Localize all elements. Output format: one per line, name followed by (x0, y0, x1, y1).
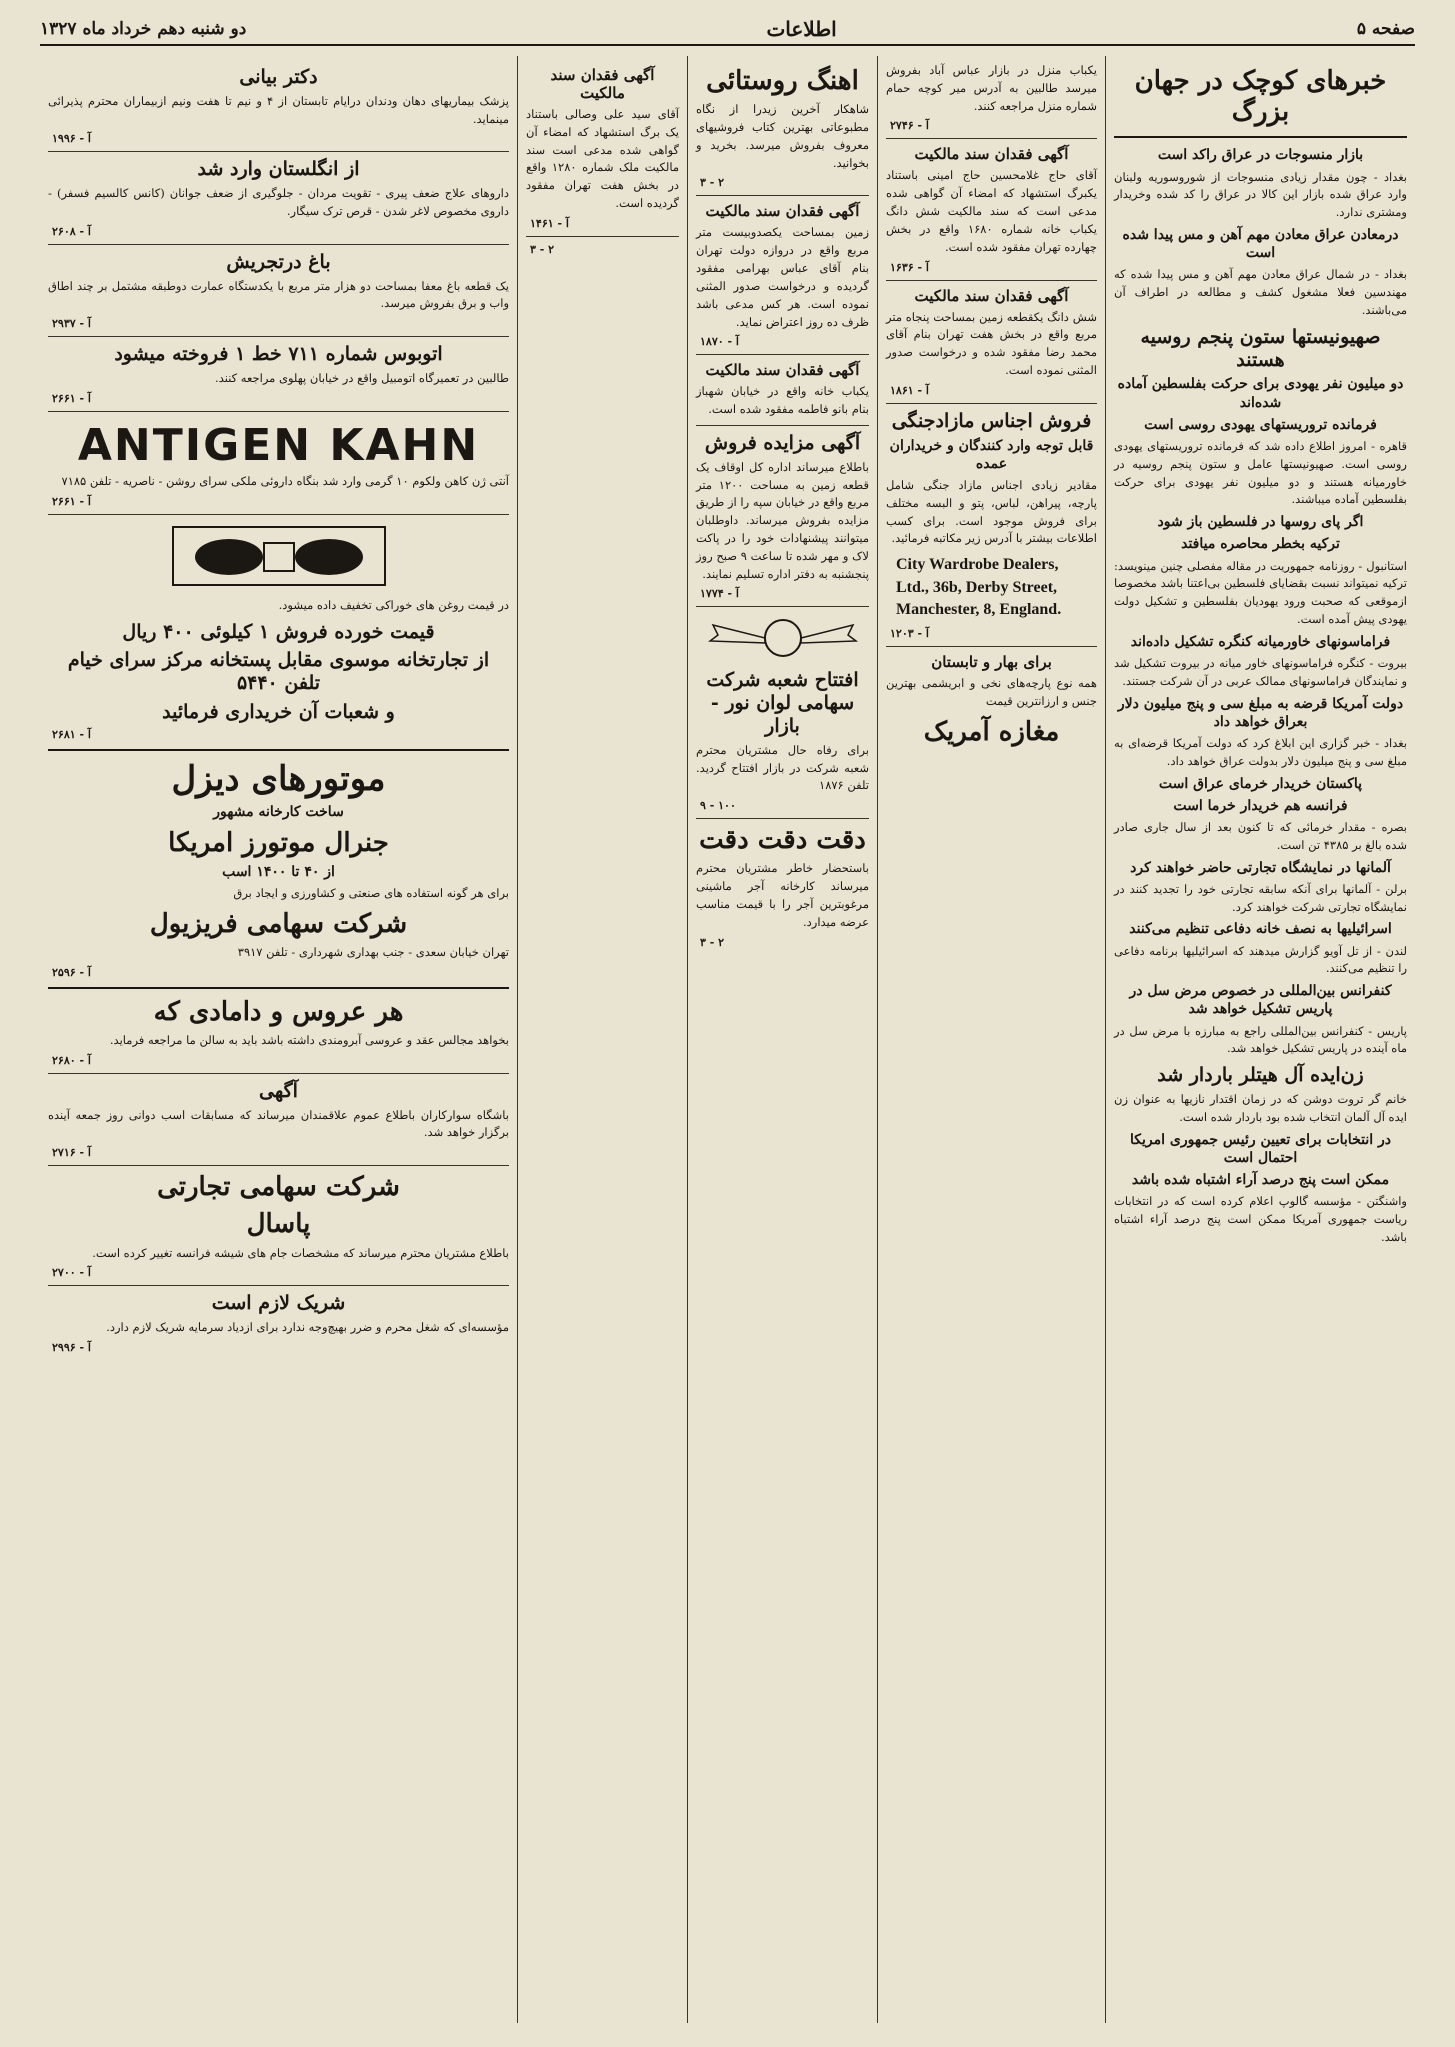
ad-ref: ۳ - ۲ (700, 176, 725, 190)
ad-price: قیمت خورده فروش ۱ کیلوئی ۴۰۰ ریال (122, 620, 435, 643)
ad-subtitle: ساخت کارخانه مشهور (213, 804, 344, 821)
divider (886, 646, 1097, 647)
divider (48, 1165, 509, 1166)
column-news (1105, 56, 1415, 2023)
ad-ref: آ - ۲۷۴۶ (890, 119, 929, 133)
divider (886, 280, 1097, 281)
news-body: بغداد - خبر گزاری این ابلاغ کرد که دولت آمریکا قرضه‌ای به مبلغ سی و پنج میلیون دلار بدولت عراق خواهد داد. (1114, 736, 1407, 768)
ad-body: باستحضار خاطر مشتریان محترم میرساند کارخانه آجر ماشینی مرغوبترین آجر را با قیمت مناسب عرضه میدارد. (696, 861, 869, 929)
ad-title: هر عروس و دامادی که (153, 996, 404, 1027)
ad-brand: جنرال موتورز امریکا (168, 827, 389, 858)
news-headline: خبرهای کوچک در جهان بزرگ (1134, 66, 1387, 128)
divider (696, 606, 869, 607)
ad-ref: آ - ۲۵۹۶ (52, 965, 91, 979)
notice-title: آگهی فقدان سند مالکیت (705, 202, 860, 221)
news-body: برلن - آلمانها برای آنکه سابقه تجارتی خود را تجدید کنند در نمایشگاه تجارتی شرکت خواهند کرد. (1114, 881, 1407, 914)
news-subtitle: دو میلیون نفر یهودی برای حرکت بفلسطین آماده شده‌اند (1117, 376, 1404, 411)
ad-body: یکباب منزل در بازار عباس آباد بفروش میرسد طالبین به آدرس میر کوچه حمام شماره منزل مراجعه کنند. (886, 63, 1097, 113)
ad-title: شریک لازم است (211, 1292, 346, 1315)
wing-emblem-icon (696, 613, 869, 663)
paper-name: اطلاعات (766, 17, 837, 41)
ad-body: همه نوع پارچه‌های نخی و ابریشمی بهترین جنس و ارزانترین قیمت (886, 676, 1097, 709)
news-body: خانم گر تروت دوشن که در زمان اقتدار نازیها به عنوان زن ایده آل آلمان انتخاب شده بود باردار شده است. (1114, 1092, 1407, 1124)
notice-body: زمین بمساحت یکصدوبیست متر مربع واقع در دروازه دولت تهران بنام آقای عباس بهرامی مفقود گردیده و درخواست صدور المثنی نموده است. هر کس مدعی باشد ظرف ده روز اعتراض نماید. (696, 225, 869, 329)
divider (1114, 136, 1407, 138)
ad-title: موتورهای دیزل (171, 758, 386, 799)
news-title: بازار منسوجات در عراق راکد است (1157, 147, 1364, 164)
news-body: پاریس - کنفرانس بین‌المللی راجع به مبارزه با مرض سل در ماه آینده در پاریس تشکیل خواهد شد. (1114, 1023, 1407, 1056)
news-subtitle: فرمانده تروریستهای یهودی روسی است (1144, 416, 1377, 433)
ad-body: مقادیر زیادی اجناس مازاد جنگی شامل پارچه، پیراهن، لباس، پتو و البسه مختلف برای فروش موجود است. برای کسب اطلاعات بیشتر با آدرس زیر مکاتبه فرمائید. (886, 477, 1097, 546)
ad-company: شرکت سهامی فریزیول (149, 908, 408, 939)
news-title: اسرائیلیها به نصف خانه دفاعی تنظیم می‌کنند (1129, 921, 1392, 938)
divider (48, 987, 509, 989)
ad-body: باشگاه سوارکاران باطلاع عموم علاقمندان میرساند که مسابقات اسب دوانی روز جمعه آینده برگزار خواهد شد. (48, 1107, 509, 1140)
ad-title: فروش اجناس مازادجنگی (891, 409, 1092, 432)
ad-ref: آ - ۲۶۰۸ (52, 224, 91, 238)
divider (48, 336, 509, 337)
ad-address: تهران خیابان سعدی - جنب بهداری شهرداری - تلفن ۳۹۱۷ (237, 945, 509, 960)
divider (48, 514, 509, 515)
notice-title: آگهی فقدان سند مالکیت (914, 145, 1069, 164)
ad-subtitle: از ۴۰ تا ۱۴۰۰ اسب (222, 863, 335, 880)
column-notices-b (687, 56, 877, 2023)
ad-body: داروهای علاج ضعف پیری - تقویت مردان - جلوگیری از ضعف جوانان (کانس کالسیم فسفر) - داروی مخصوص لاغر شدن - قرص ترک سیگار. (48, 186, 509, 219)
divider (696, 425, 869, 426)
ad-ref: آ - ۲۶۶۱ (52, 494, 91, 508)
news-title: فراماسونهای خاورمیانه کنگره تشکیل داده‌اند (1130, 633, 1391, 650)
ad-title: دکتر بیانی (239, 66, 318, 88)
news-title: در انتخابات برای تعیین رئیس جمهوری امریکا احتمال است (1129, 1131, 1391, 1166)
news-title: دولت آمریکا قرضه به مبلغ سی و پنج میلیون دلار بعراق خواهد داد (1117, 695, 1404, 730)
ad-body: یک قطعه باغ معفا بمساحت دو هزار متر مربع با یکدستگاه عمارت دوطبقه مشتمل بر چند اطاق واب و برق بفروش میرسد. (48, 278, 509, 311)
divider (48, 151, 509, 152)
news-body: بیروت - کنگره فراماسونهای خاور میانه در بیروت تشکیل شد و نمایندگان فراماسونهای ممالک عربی در آن شرکت جستند. (1114, 656, 1407, 688)
ad-title: آگهی (259, 1079, 298, 1102)
news-title: کنفرانس بین‌المللی در خصوص مرض سل در پاریس تشکیل خواهد شد (1129, 983, 1392, 1018)
ad-body: برای هر گونه استفاده های صنعتی و کشاورزی و ایجاد برق (233, 886, 509, 901)
divider (696, 354, 869, 355)
ad-body: برای رفاه حال مشتریان محترم شعبه شرکت در بازار افتتاح گردید. تلفن ۱۸۷۶ (696, 742, 869, 793)
ad-body: پزشک بیماریهای دهان ودندان درایام تابستان از ۴ و نیم تا هفت ونیم ازبیماران محترم پذیرائی مینماید. (48, 93, 509, 126)
ad-ref: آ - ۱۹۹۶ (52, 132, 91, 146)
news-body: واشنگتن - مؤسسه گالوپ اعلام کرده است که در انتخابات ریاست جمهوری آمریکا ممکن است پنج درصد آراء اشتباه باشد. (1114, 1194, 1407, 1244)
news-body: استانبول - روزنامه جمهوریت در مقاله مفصلی چنین مینویسد: ترکیه نمیتواند نسبت بقضایای فلسطین بی‌اعتنا باشد مخصوصا ازموقعی که صحبت ورود یهودیان بفلسطین و تشکیل دولت یهودی پیش آمده است. (1114, 558, 1407, 627)
notice-ref: ۳ - ۲ (530, 242, 555, 256)
ad-body: در قیمت روغن های خوراکی تخفیف داده میشود. (278, 597, 509, 612)
column-ads (40, 56, 517, 2023)
column-notices-c (517, 56, 687, 2023)
ad-ref: آ - ۲۹۳۷ (52, 317, 91, 331)
news-subtitle: ممکن است پنج درصد آراء اشتباه شده باشد (1131, 1172, 1390, 1189)
ad-english-address: City Wardrobe Dealers, Ltd., 36b, Derby Street, Manchester, 8, England. (896, 556, 1062, 618)
news-title: فرانسه هم خریدار خرما است (1173, 797, 1348, 814)
notice-body: یکباب خانه واقع در خیابان شهباز بنام بانو فاطمه مفقود شده است. (696, 384, 869, 417)
ad-title: برای بهار و تابستان (931, 653, 1052, 672)
ad-title: افتتاح شعبه شرکت سهامی لوان نور - بازار (706, 669, 859, 738)
notice-ref: آ - ۱۷۷۴ (700, 587, 739, 601)
ad-ref: ۳ - ۲ (700, 935, 725, 949)
ad-title: شرکت سهامی تجارتی (157, 1172, 400, 1203)
notice-body: آقای حاج غلامحسین حاج امینی باستناد یکبرگ استشهاد که امضاء آن گواهی شده مدعی است که سند مالکیت شش دانگ یکباب خانه شماره ۱۶۸۰ واقع در بخش چهارده تهران مفقود شده است. (886, 168, 1097, 254)
news-body: بغداد - در شمال عراق معادن مهم آهن و مس پیدا شده که مهندسین فعلا مشغول کشف و مطالعه در اطراف آن می‌باشند. (1114, 267, 1407, 317)
divider (696, 195, 869, 196)
masthead (40, 14, 1415, 46)
shop-name: مغازه آمریک (923, 716, 1060, 747)
ad-ref: آ - ۲۶۸۰ (52, 1053, 91, 1067)
ad-body: طالبین در تعمیرگاه اتومبیل واقع در خیابان پهلوی مراجعه کنند. (215, 371, 509, 386)
news-title: زن‌ایده آل هیتلر باردار شد (1157, 1064, 1364, 1087)
ad-ref: آ - ۲۹۹۶ (52, 1341, 91, 1355)
ad-body: شاهکار آخرین زیدرا از نگاه مطبوعاتی بهترین کتاب فروشیهای معروف بفروش میرسد. بخرید و بخوانید. (696, 102, 869, 170)
ad-subtitle: قابل توجه وارد کنندگان و خریداران عمده (889, 437, 1094, 472)
news-body: لندن - از تل آویو گزارش میدهند که اسرائیلیها برنامه دفاعی را تنظیم می‌کنند. (1114, 943, 1407, 976)
ad-ref: آ - ۲۷۱۶ (52, 1146, 91, 1160)
news-title: صهیونیستها ستون پنجم روسیه هستند (1140, 325, 1381, 371)
ad-ref: آ - ۲۶۸۱ (52, 727, 91, 741)
ad-title: دقت دقت دقت (699, 825, 866, 856)
ad-body: باطلاع مشتریان محترم میرساند که مشخصات جام های شیشه فرانسه تغییر کرده است. (92, 1245, 509, 1260)
ad-title: باغ درتجریش (226, 250, 331, 273)
news-body: بغداد - چون مقدار زیادی منسوجات از شوروسوریه ولبنان وارد عراق شده بازار این کالا در عراق را کد شده وخریدار ومشتری ندارد. (1114, 169, 1407, 220)
notice-body: شش دانگ یکقطعه زمین بمساحت پنجاه متر مربع واقع در بخش هفت تهران بنام آقای محمد رضا مفقود شده و درخواست صدور المثنی نموده است. (886, 309, 1097, 377)
divider (48, 749, 509, 751)
cow-logo-icon (48, 521, 509, 591)
divider (886, 403, 1097, 404)
ad-body: مؤسسه‌ای که شغل محرم و ضرر بهیچ‌وجه ندارد برای ازدیاد سرمایه شریک لازم دارد. (106, 1320, 509, 1335)
divider (886, 138, 1097, 139)
ad-ref: ۹ - ۱۰۰ (700, 799, 736, 813)
news-body: قاهره - امروز اطلاع داده شد که فرمانده تروریستهای یهودی روسی است. صهیونیستها عامل و ستون پنجم روسیه در خاورمیانه هستند و دو میلیون نفر یهودی برای حرکت بفلسطین آماده میباشند. (1114, 438, 1407, 507)
ad-ref: آ - ۲۶۶۱ (52, 391, 91, 405)
ad-ref: آ - ۲۷۰۰ (52, 1266, 91, 1280)
notice-body: باطلاع میرساند اداره کل اوقاف یک قطعه زمین به مساحت ۱۲۰۰ متر مربع واقع در خیابان سپه را از طریق مزایده بفروش میرساند. داوطلبان میتوانند پیشنهادات خود را در پاکت لاک و مهر شده تا ساعت ۹ صبح روز پنجشنبه به دفتر اداره تسلیم نمایند. (696, 459, 869, 581)
ad-title: و شعبات آن خریداری فرمائید (162, 700, 395, 723)
ad-body: بخواهد مجالس عقد و عروسی آبرومندی داشته باشد باید به سالن ما مراجعه فرماید. (109, 1033, 509, 1048)
ad-body: آنتی ژن کاهن ولکوم ۱۰ گرمی وارد شد بنگاه داروئی ملکی سرای روشن - ناصریه - تلفن ۷۱۸۵ (61, 473, 509, 488)
notice-ref: آ - ۱۶۳۶ (890, 260, 929, 274)
notice-ref: آ - ۱۸۷۰ (700, 335, 739, 349)
divider (696, 818, 869, 819)
ad-title: اهنگ روستائی (706, 66, 859, 96)
news-title: آلمانها در نمایشگاه تجارتی حاضر خواهند کرد (1130, 859, 1391, 876)
ad-ref: آ - ۱۲۰۳ (890, 627, 929, 641)
notice-ref: آ - ۱۸۶۱ (890, 383, 929, 397)
ad-title: از انگلستان وارد شد (197, 158, 360, 181)
divider (526, 236, 679, 237)
notice-title: آگهی مزایده فروش (704, 431, 861, 454)
news-title: اگر پای روسها در فلسطین باز شود (1157, 514, 1364, 531)
notice-title: آگهی فقدان سند مالکیت (914, 286, 1069, 305)
ad-title: اتوبوس شماره ۷۱۱ خط ۱ فروخته میشود (114, 343, 443, 366)
divider (48, 411, 509, 412)
issue-date: دو شنبه دهم خرداد ماه ۱۳۲۷ (40, 19, 247, 39)
divider (48, 244, 509, 245)
news-title: درمعادن عراق معادن مهم آهن و مس پیدا شده است (1122, 227, 1399, 262)
divider (48, 1073, 509, 1074)
notice-title: آگهی فقدان سند مالکیت (550, 66, 655, 102)
ad-brand: پاسال (246, 1209, 311, 1240)
notice-title: آگهی فقدان سند مالکیت (705, 361, 860, 380)
ad-shop: از تجارتخانه موسوی مقابل پستخانه مرکز سرای خیام تلفن ۵۴۴۰ (67, 649, 490, 695)
news-subtitle: ترکیه بخطر محاصره میافتد (1181, 536, 1340, 553)
divider (48, 1285, 509, 1286)
notice-body: آقای سید علی وصالی باستناد یک برگ استشهاد که امضاء آن گواهی شده مدعی است سند مالکیت ملک شماره ۱۲۸۰ واقع در بخش هفت تهران مفقود گردیده است. (526, 107, 679, 211)
column-notices-a (877, 56, 1105, 2023)
news-title: پاکستان خریدار خرمای عراق است (1158, 775, 1363, 792)
page-number: صفحه ۵ (1356, 19, 1415, 39)
notice-ref: آ - ۱۴۶۱ (530, 216, 569, 230)
antigen-brand: ANTIGEN KAHN (77, 419, 480, 471)
news-body: بصره - مقدار خرمائی که تا کنون بعد از سال جاری صادر شده بالغ بر ۴۳۸۵ تن است. (1114, 820, 1407, 852)
